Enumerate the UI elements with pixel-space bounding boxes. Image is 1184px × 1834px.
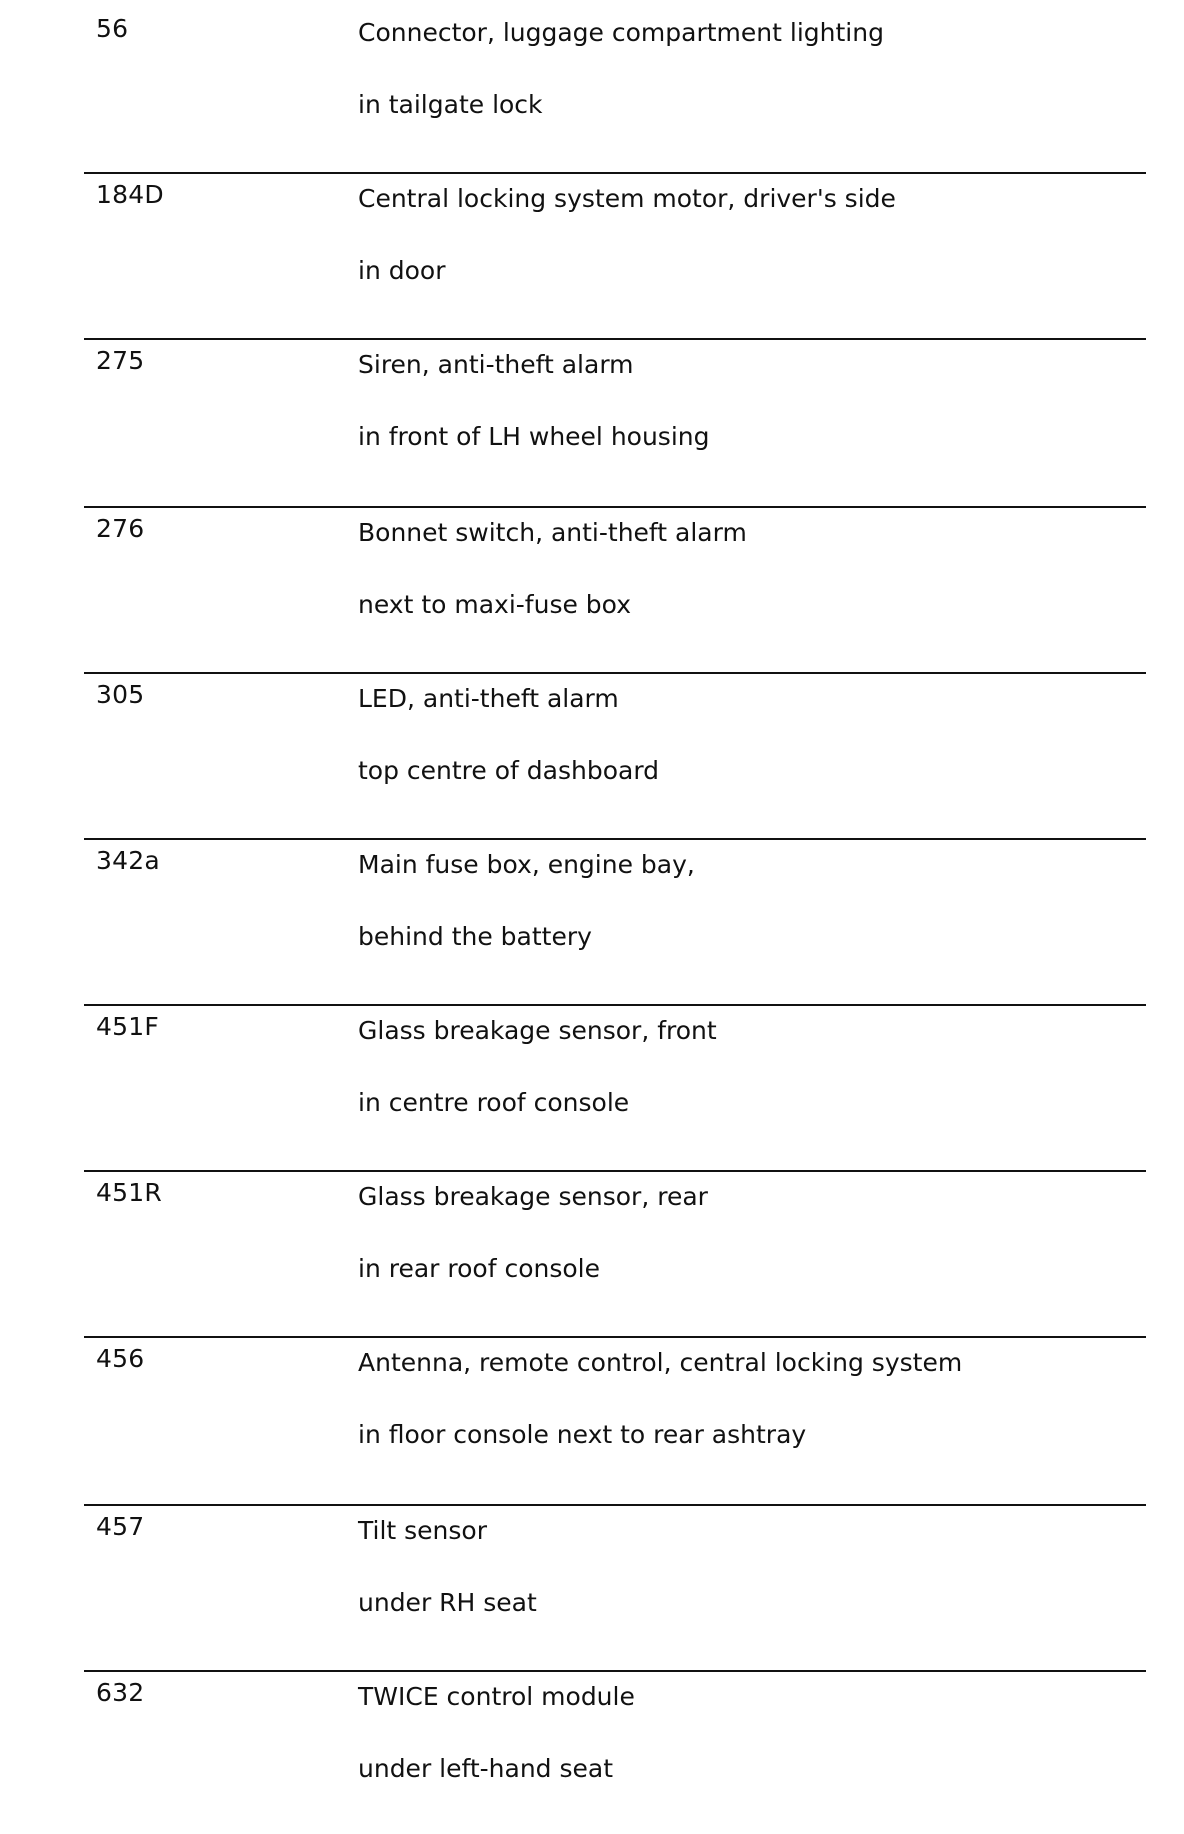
component-location: in front of LH wheel housing	[358, 422, 710, 451]
component-description: Main fuse box, engine bay,	[358, 850, 695, 879]
component-location: next to maxi-fuse box	[358, 590, 631, 619]
component-location: behind the battery	[358, 922, 592, 951]
component-location: in rear roof console	[358, 1254, 600, 1283]
table-row	[0, 0, 1184, 166]
table-row	[0, 832, 1184, 998]
component-description: Antenna, remote control, central locking system	[358, 1348, 963, 1377]
component-code: 456	[96, 1344, 145, 1373]
component-description: Glass breakage sensor, rear	[358, 1182, 708, 1211]
table-row	[0, 332, 1184, 498]
component-location: top centre of dashboard	[358, 756, 660, 785]
table-row	[0, 1498, 1184, 1664]
table-row	[0, 998, 1184, 1164]
component-location: in tailgate lock	[358, 90, 543, 119]
component-code: 451F	[96, 1012, 159, 1041]
table-row	[0, 166, 1184, 332]
component-location: in floor console next to rear ashtray	[358, 1420, 807, 1449]
table-row	[0, 500, 1184, 666]
component-code: 632	[96, 1678, 145, 1707]
component-location: under left-hand seat	[358, 1754, 614, 1783]
component-description: Central locking system motor, driver's side	[358, 184, 896, 213]
component-code: 305	[96, 680, 145, 709]
component-code: 457	[96, 1512, 145, 1541]
component-description: Bonnet switch, anti-theft alarm	[358, 518, 747, 547]
table-row	[0, 1164, 1184, 1330]
component-description: TWICE control module	[358, 1682, 635, 1711]
table-row	[0, 666, 1184, 832]
component-description: Tilt sensor	[358, 1516, 487, 1545]
component-location: in centre roof console	[358, 1088, 630, 1117]
component-code: 276	[96, 514, 145, 543]
table-row	[0, 1664, 1184, 1830]
table-row	[0, 1330, 1184, 1496]
component-code: 451R	[96, 1178, 162, 1207]
component-description: Glass breakage sensor, front	[358, 1016, 717, 1045]
component-location: in door	[358, 256, 446, 285]
component-code: 184D	[96, 180, 164, 209]
component-description: LED, anti-theft alarm	[358, 684, 619, 713]
component-code: 275	[96, 346, 145, 375]
component-code: 56	[96, 14, 129, 43]
component-description: Siren, anti-theft alarm	[358, 350, 634, 379]
component-description: Connector, luggage compartment lighting	[358, 18, 884, 47]
component-code: 342a	[96, 846, 160, 875]
component-location: under RH seat	[358, 1588, 537, 1617]
